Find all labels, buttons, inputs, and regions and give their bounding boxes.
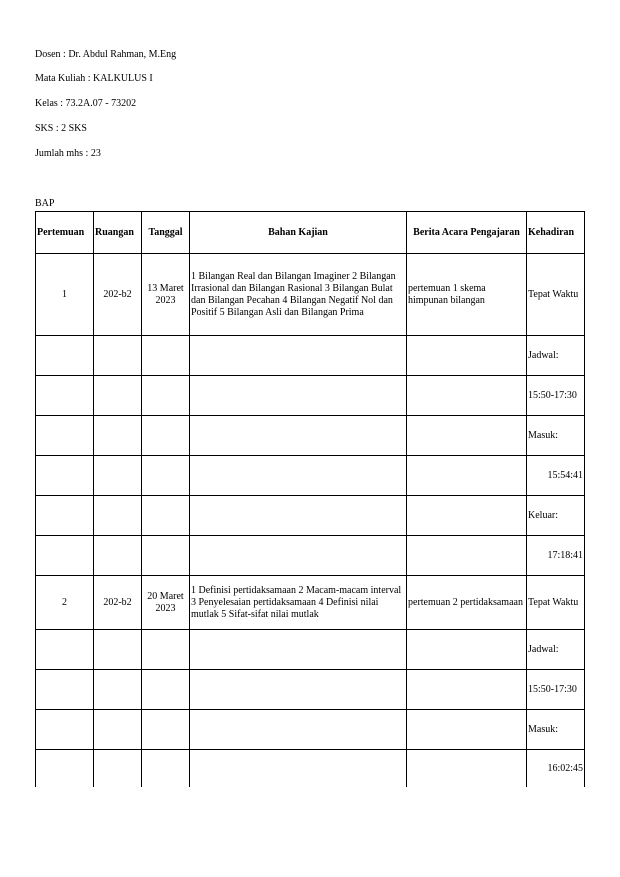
bahan-kajian-cell: 1 Definisi pertidaksamaan 2 Macam-macam interval 3 Penyelesaian pertidaksamaan 4 Definisi nilai mutlak 5 Sifat-sifat nilai mutlak xyxy=(190,576,407,630)
sks-line: SKS : 2 SKS xyxy=(35,123,87,134)
pertemuan-cell: 2 xyxy=(36,576,94,630)
jumlah-mhs-line: Jumlah mhs : 23 xyxy=(35,148,101,159)
berita-acara-cell: pertemuan 2 pertidaksamaan xyxy=(407,576,527,630)
col-tanggal: Tanggal xyxy=(142,212,190,254)
pertemuan-cell: 1 xyxy=(36,254,94,336)
berita-acara-cell: pertemuan 1 skema himpunan bilangan xyxy=(407,254,527,336)
jadwal-value-cell: 15:50-17:30 xyxy=(527,376,585,416)
masuk-label-cell: Masuk: xyxy=(527,416,585,456)
status-cell: Tepat Waktu xyxy=(527,576,585,630)
mata-kuliah-line: Mata Kuliah : KALKULUS I xyxy=(35,73,153,84)
table-row xyxy=(36,670,585,710)
table-row xyxy=(36,750,585,788)
jadwal-label-cell: Jadwal: xyxy=(527,630,585,670)
ruangan-cell: 202-b2 xyxy=(94,576,142,630)
masuk-value-cell: 15:54:41 xyxy=(527,456,585,496)
col-kehadiran: Kehadiran xyxy=(527,212,585,254)
status-cell: Tepat Waktu xyxy=(527,254,585,336)
tanggal-cell: 13 Maret 2023 xyxy=(142,254,190,336)
table-row xyxy=(36,456,585,496)
bahan-kajian-cell: 1 Bilangan Real dan Bilangan Imaginer 2 Bilangan Irrasional dan Bilangan Rasional 3 Bilangan Bulat dan Bilangan Pecahan 4 Bilangan Negatif Nol dan Positif 5 Bilangan Asli dan Bilangan Prima xyxy=(190,254,407,336)
col-ruangan: Ruangan xyxy=(94,212,142,254)
tanggal-cell: 20 Maret 2023 xyxy=(142,576,190,630)
jadwal-label-cell: Jadwal: xyxy=(527,336,585,376)
table-row xyxy=(36,630,585,670)
kelas-line: Kelas : 73.2A.07 - 73202 xyxy=(35,98,137,109)
table-row xyxy=(36,336,585,376)
table-row xyxy=(36,576,585,630)
table-row xyxy=(36,254,585,336)
keluar-label-cell: Keluar: xyxy=(527,496,585,536)
masuk-value-cell: 16:02:45 xyxy=(527,750,585,788)
ruangan-cell: 202-b2 xyxy=(94,254,142,336)
table-row xyxy=(36,416,585,456)
dosen-line: Dosen : Dr. Abdul Rahman, M.Eng xyxy=(35,49,177,60)
keluar-value-cell: 17:18:41 xyxy=(527,536,585,576)
bap-label: BAP xyxy=(35,198,55,209)
table-header-row xyxy=(36,212,585,254)
masuk-label-cell: Masuk: xyxy=(527,710,585,750)
col-pertemuan: Pertemuan xyxy=(36,212,94,254)
bap-table xyxy=(35,211,585,787)
table-row xyxy=(36,710,585,750)
col-berita-acara: Berita Acara Pengajaran xyxy=(407,212,527,254)
table-row xyxy=(36,536,585,576)
col-bahan-kajian: Bahan Kajian xyxy=(190,212,407,254)
table-row xyxy=(36,376,585,416)
jadwal-value-cell: 15:50-17:30 xyxy=(527,670,585,710)
table-row xyxy=(36,496,585,536)
